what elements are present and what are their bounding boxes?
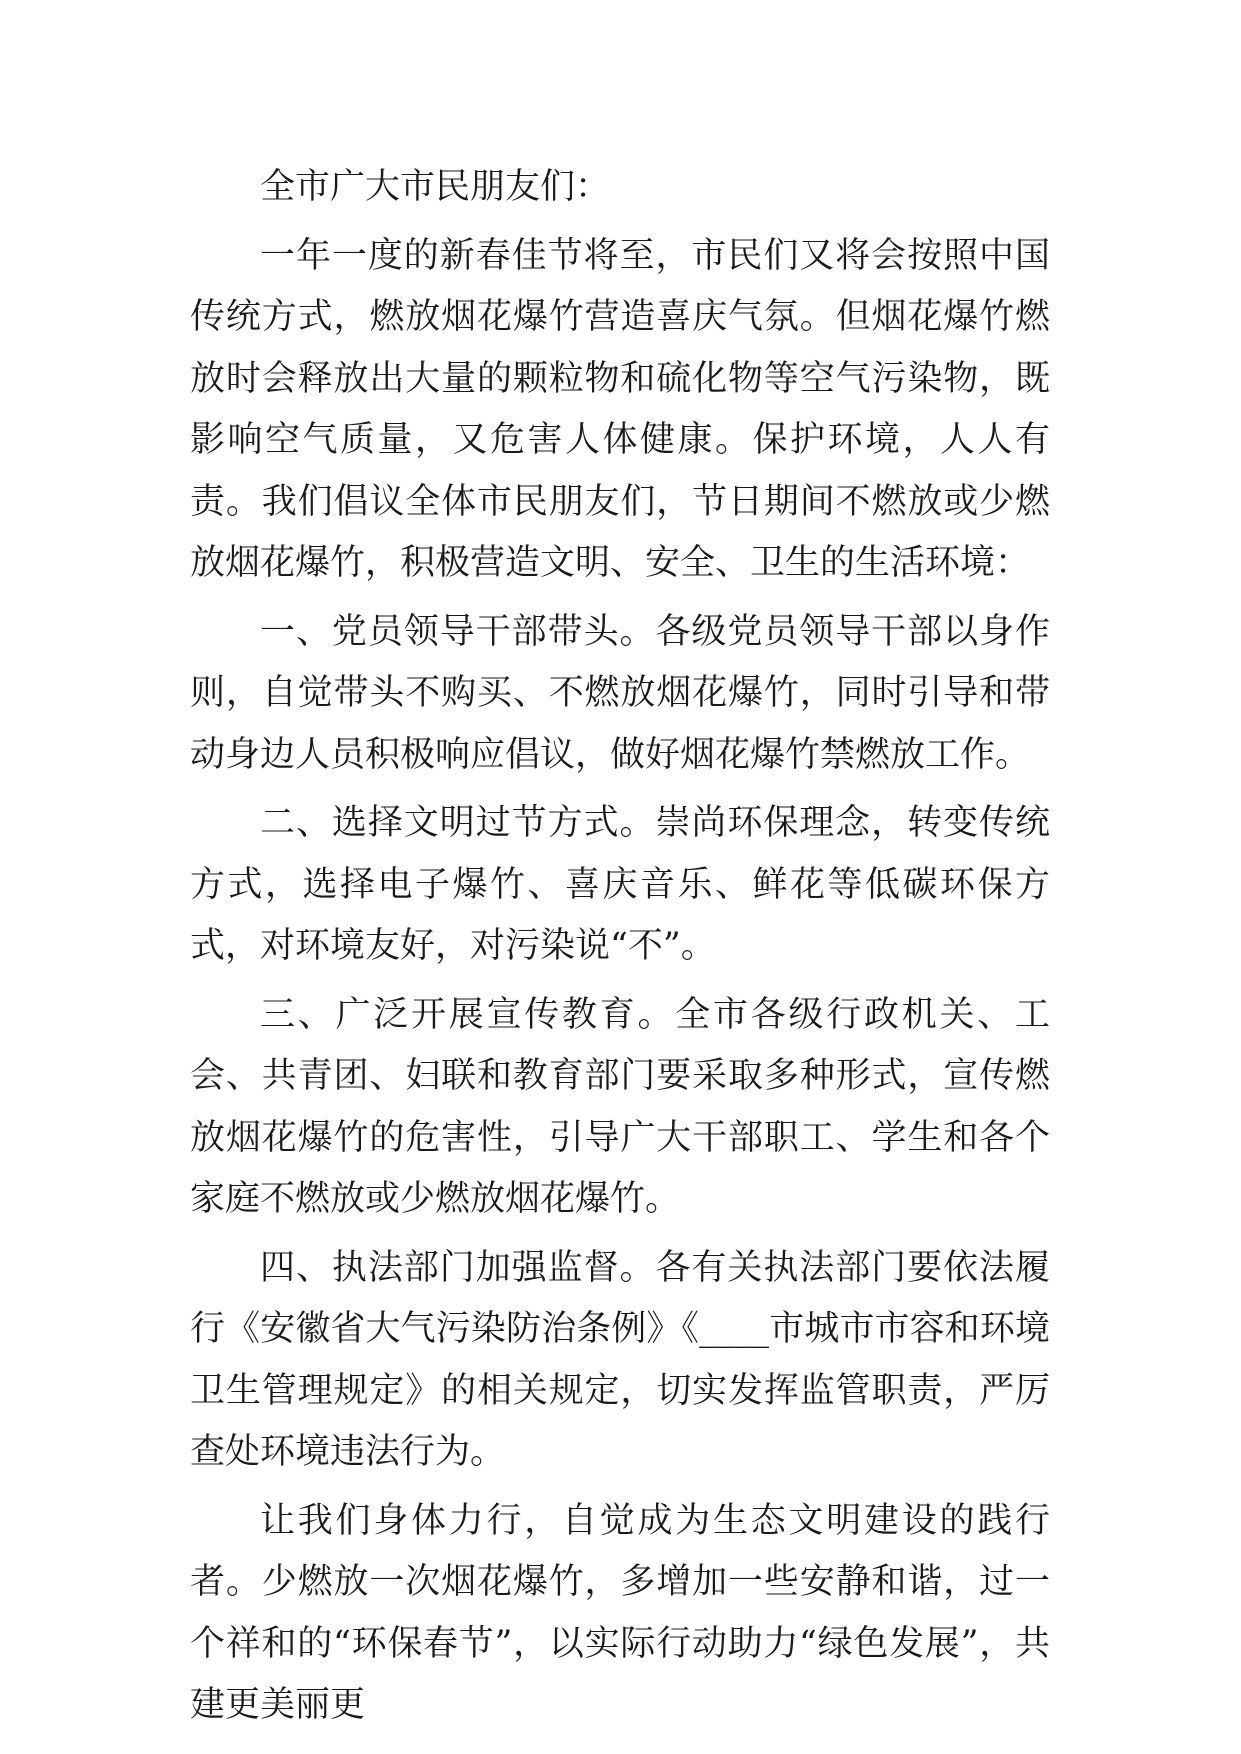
salutation: 全市广大市民朋友们： xyxy=(260,167,611,207)
paragraph-item-2: 二、选择文明过节方式。崇尚环保理念，转变传统方式，选择电子爆竹、喜庆音乐、鲜花等低碳环保方式，对环境友好，对污染说“不”。 xyxy=(190,803,1050,966)
paragraph-closing: 让我们身体力行，自觉成为生态文明建设的践行者。少燃放一次烟花爆竹，多增加一些安静和谐，过一个祥和的“环保春节”，以实际行动助力“绿色发展”，共建更美丽更 xyxy=(190,1500,1050,1725)
paragraph-item-1: 一、党员领导干部带头。各级党员领导干部以身作则，自觉带头不购买、不燃放烟花爆竹，同时引导和带动身边人员积极响应倡议，做好烟花爆竹禁燃放工作。 xyxy=(190,611,1050,775)
paragraph-item-3: 三、广泛开展宣传教育。全市各级行政机关、工会、共青团、妇联和教育部门要采取多种形式，宣传燃放烟花爆竹的危害性，引导广大干部职工、学生和各个家庭不燃放或少燃放烟花爆竹。 xyxy=(190,994,1050,1219)
paragraph-item-4: 四、执法部门加强监督。各有关执法部门要依法履行《安徽省大气污染防治条例》《____市城市市容和环境卫生管理规定》的相关规定，切实发挥监管职责，严厉查处环境违法行为。 xyxy=(190,1247,1050,1472)
paragraph-intro: 一年一度的新春佳节将至，市民们又将会按照中国传统方式，燃放烟花爆竹营造喜庆气氛。但烟花爆竹燃放时会释放出大量的颗粒物和硫化物等空气污染物，既影响空气质量，又危害人体健康。保护环境，人人有责。我们倡议全体市民朋友们，节日期间不燃放或少燃放烟花爆竹，积极营造文明、安全、卫生的生活环境： xyxy=(190,235,1050,583)
document-body xyxy=(190,157,1050,1744)
